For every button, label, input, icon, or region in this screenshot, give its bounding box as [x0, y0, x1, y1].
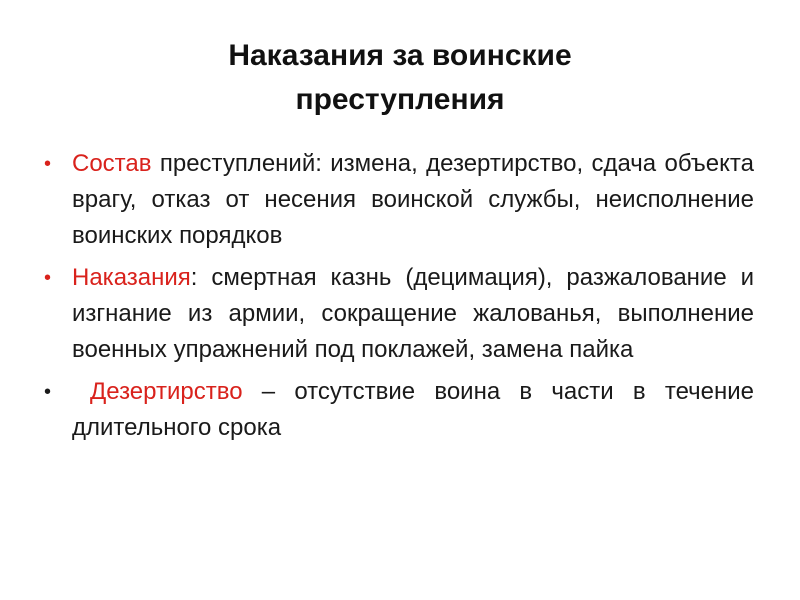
bullet-item-punishments — [44, 260, 754, 368]
bullet-text: – отсутствие воина в части в течение длительного срока — [72, 378, 754, 441]
slide-title-line-1: Наказания за воинские — [228, 39, 572, 72]
bullet-dot-icon: • — [44, 381, 52, 403]
slide-title-line-2: преступления — [295, 83, 505, 116]
slide-title — [80, 34, 720, 122]
bullet-term: Дезертирство — [90, 378, 243, 405]
bullet-item-composition — [44, 146, 754, 254]
bullet-text: : смертная казнь (децимация), разжалование и изгнание из армии, сокращение жалованья, выполнение военных упражнений под поклажей, замена пайка — [72, 264, 754, 363]
bullet-dot-icon: • — [44, 267, 52, 289]
bullet-item-desertion — [44, 374, 754, 446]
bullet-text: преступлений: измена, дезертирство, сдача объекта врагу, отказ от несения воинской службы, неисполнение воинских порядков — [72, 150, 754, 249]
bullet-term: Состав — [72, 150, 152, 177]
bullet-dot-icon: • — [44, 153, 52, 175]
bullet-list — [44, 146, 754, 452]
bullet-term: Наказания — [72, 264, 191, 291]
